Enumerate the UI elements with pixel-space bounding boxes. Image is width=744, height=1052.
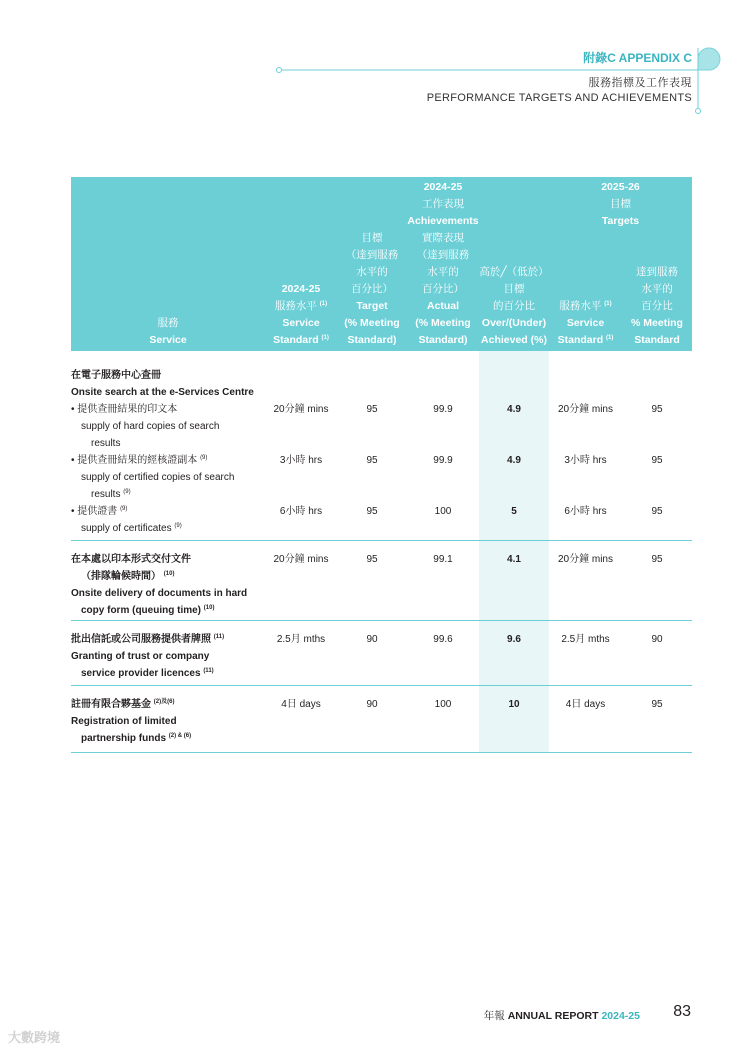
- cell-std-2526: 2.5月 mths: [549, 621, 622, 686]
- section-title-en: PERFORMANCE TARGETS AND ACHIEVEMENTS: [426, 92, 692, 104]
- row-description: 註冊有限合夥基金 $^{(2)及(6)}$ Registration of limited partnership funds $^{(2) \& (6)}$: [71, 686, 265, 753]
- cell-std-2425: 20分鐘 mins 3小時 hrs 6小時 hrs: [265, 351, 337, 541]
- table-row: [71, 351, 692, 541]
- cell-target: 90: [337, 621, 407, 686]
- page-number: 83: [673, 1003, 691, 1020]
- cell-meeting-2526: 90: [622, 621, 692, 686]
- col-header-target: 目標 （達到服務 水平的 百分比） Target (% Meeting Standard): [337, 177, 407, 351]
- col-header-service: 服務 Service: [71, 177, 265, 351]
- cell-target: 95 95 95: [337, 351, 407, 541]
- cell-over-under: 10: [479, 686, 549, 753]
- cell-std-2425: 2.5月 mths: [265, 621, 337, 686]
- col-header-service-standard-2425: 2024-25 服務水平 $^{(1)}$ Service Standard $^{(1)}$: [265, 177, 337, 351]
- performance-table: [71, 177, 692, 753]
- cell-over-under: 4.9 4.9 5: [479, 351, 549, 541]
- row-description: 在本處以印本形式交付文件 （排隊輪候時間） $^{(10)}$ Onsite delivery of documents in hard copy form (queuing time) $^{(10)}$: [71, 541, 265, 621]
- cell-meeting-2526: 95: [622, 541, 692, 621]
- cell-std-2425: 4日 days: [265, 686, 337, 753]
- cell-actual: 99.1: [407, 541, 479, 621]
- cell-actual: 99.9 99.9 100: [407, 351, 479, 541]
- row-description: 在電子服務中心查冊 Onsite search at the e-Services Centre • 提供查冊結果的印文本 supply of hard copies of search results • 提供查冊結果的經核證副本 $^{(9)}$ supply of certified copies of search results $^{(9)}$ • 提供證書 $^{(9)}$ supply of certificates $^{(9)}$: [71, 351, 265, 541]
- cell-over-under: 9.6: [479, 621, 549, 686]
- col-header-service-standard-2526: 2025-26 目標 Targets 服務水平 $^{(1)}$ Service Standard $^{(1)}$: [549, 177, 622, 351]
- cell-target: 90: [337, 686, 407, 753]
- table-row: [71, 541, 692, 621]
- cell-std-2425: 20分鐘 mins: [265, 541, 337, 621]
- cell-target: 95: [337, 541, 407, 621]
- section-title-zh: 服務指標及工作表現: [588, 77, 692, 89]
- cell-meeting-2526: 95: [622, 686, 692, 753]
- cell-over-under: 4.1: [479, 541, 549, 621]
- cell-actual: 100: [407, 686, 479, 753]
- table-row: [71, 621, 692, 686]
- watermark: 大數跨境: [8, 1030, 61, 1045]
- row-description: 批出信託或公司服務提供者牌照 $^{(11)}$ Granting of trust or company service provider licences $^{(11)}$: [71, 621, 265, 686]
- cell-std-2526: 4日 days: [549, 686, 622, 753]
- col-header-actual: 2024-25 工作表現 Achievements 實際表現 （達到服務 水平的 百分比） Actual (% Meeting Standard): [407, 177, 479, 351]
- cell-meeting-2526: 95 95 95: [622, 351, 692, 541]
- group-header-2425: 2024-25: [423, 181, 463, 193]
- cell-std-2526: 20分鐘 mins 3小時 hrs 6小時 hrs: [549, 351, 622, 541]
- table-row: [71, 686, 692, 753]
- col-header-over-under: 高於╱（低於） 目標 的百分比 Over/(Under) Achieved (%): [479, 177, 549, 351]
- col-header-meeting-standard: 達到服務 水平的 百分比 % Meeting Standard: [622, 177, 692, 351]
- footer-label: 年報 ANNUAL REPORT 2024-25: [483, 1010, 640, 1022]
- appendix-label: 附錄C APPENDIX C: [583, 51, 692, 65]
- group-header-2526: 2025-26: [601, 181, 640, 193]
- cell-std-2526: 20分鐘 mins: [549, 541, 622, 621]
- cell-actual: 99.6: [407, 621, 479, 686]
